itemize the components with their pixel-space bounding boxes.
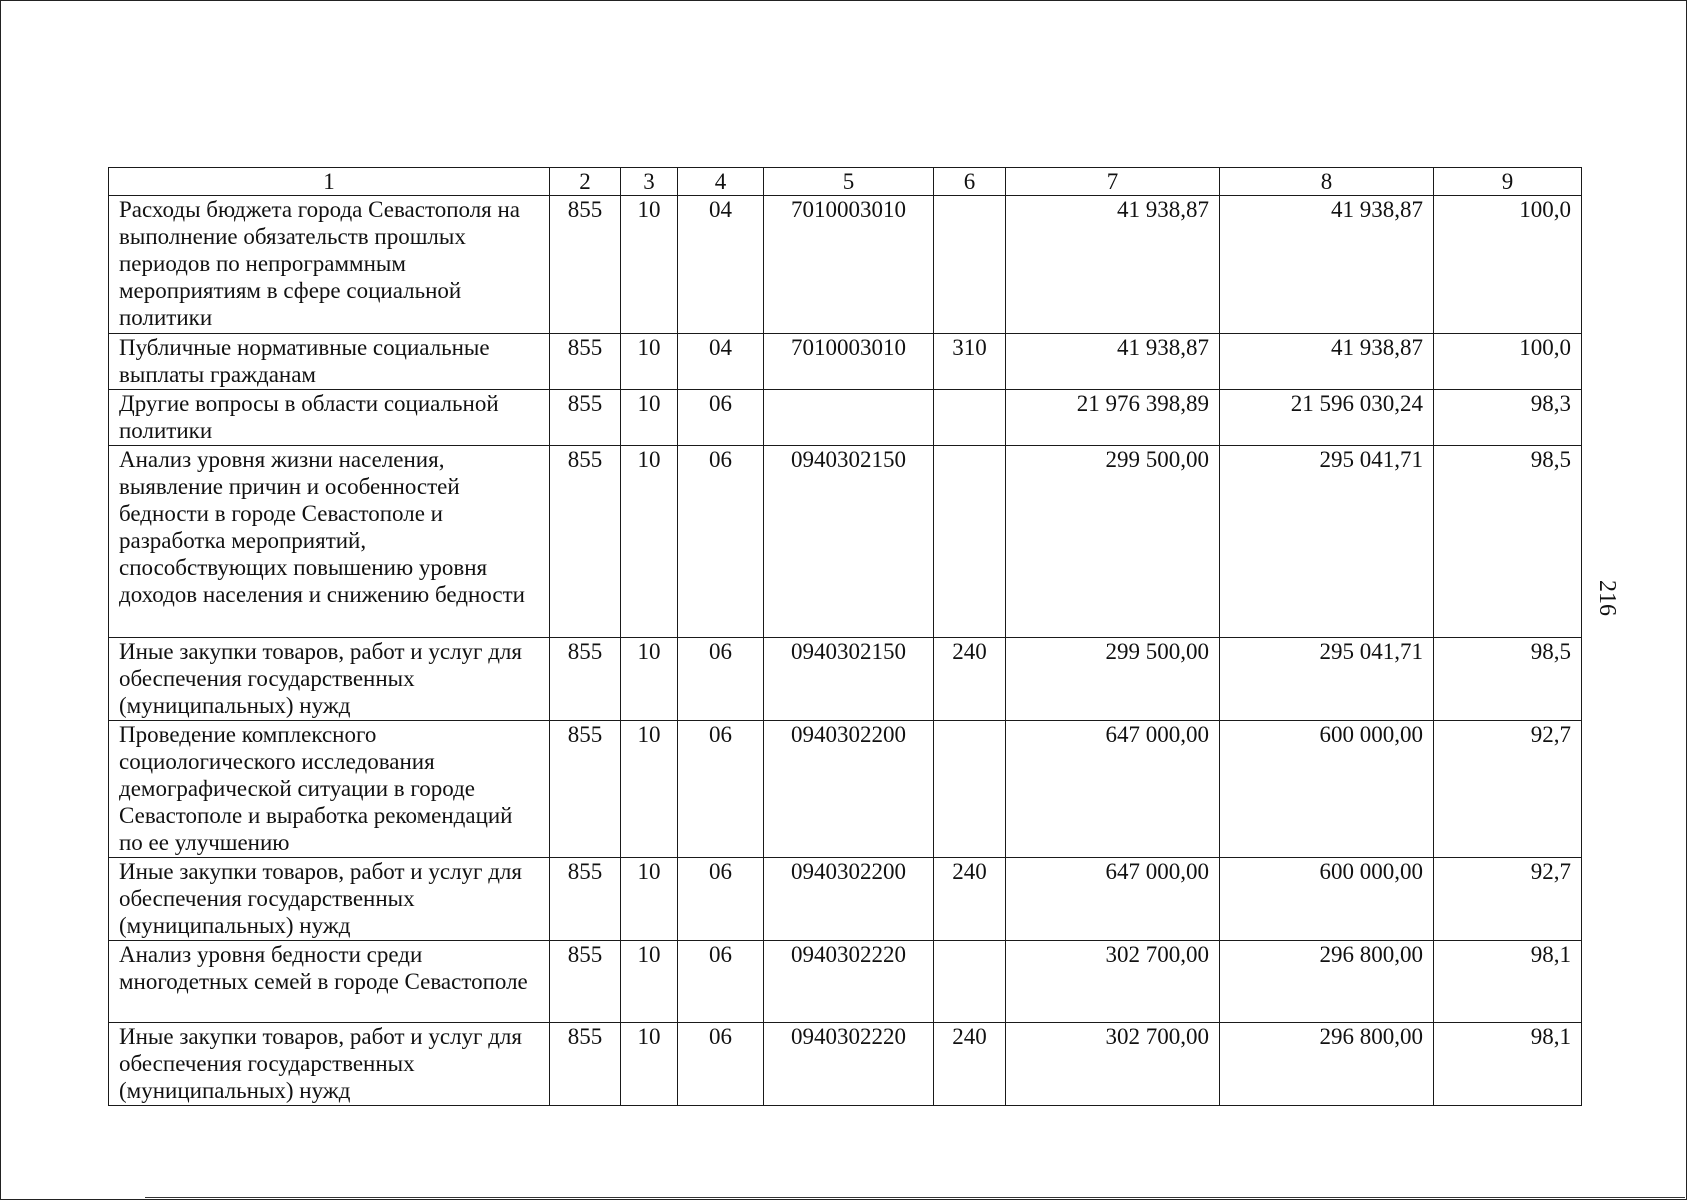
row-name: Иные закупки товаров, работ и услуг для обеспечения государственных (муниципальных) нужд [109, 638, 550, 721]
cell-target-article: 0940302200 [764, 721, 934, 858]
cell-percent: 92,7 [1434, 858, 1582, 941]
cell-section: 10 [621, 390, 678, 446]
cell-section: 10 [621, 721, 678, 858]
cell-expense-type [934, 446, 1006, 638]
cell-target-article [764, 390, 934, 446]
cell-subsection: 04 [678, 196, 764, 334]
cell-expense-type [934, 941, 1006, 1023]
cell-subsection: 06 [678, 1023, 764, 1106]
cell-executed-amount: 41 938,87 [1220, 196, 1434, 334]
cell-percent: 98,3 [1434, 390, 1582, 446]
row-name: Проведение комплексного социологического исследования демографической ситуации в городе Севастополе и выработка рекомендаций по ее улучшению [109, 721, 550, 858]
cell-ministry-code: 855 [550, 941, 621, 1023]
cell-ministry-code: 855 [550, 196, 621, 334]
cell-executed-amount: 21 596 030,24 [1220, 390, 1434, 446]
cell-subsection: 06 [678, 390, 764, 446]
cell-expense-type [934, 721, 1006, 858]
row-name: Другие вопросы в области социальной политики [109, 390, 550, 446]
page-number: 216 [1594, 580, 1620, 616]
table-row [109, 638, 1582, 721]
cell-planned-amount: 41 938,87 [1006, 334, 1220, 390]
table-row [109, 446, 1582, 638]
cell-section: 10 [621, 1023, 678, 1106]
cell-expense-type [934, 196, 1006, 334]
header-cell-6: 6 [934, 168, 1006, 196]
cell-percent: 100,0 [1434, 334, 1582, 390]
cell-percent: 92,7 [1434, 721, 1582, 858]
cell-section: 10 [621, 334, 678, 390]
cell-expense-type: 240 [934, 1023, 1006, 1106]
row-name: Анализ уровня бедности среди многодетных семей в городе Севастополе [109, 941, 550, 1023]
cell-planned-amount: 41 938,87 [1006, 196, 1220, 334]
header-cell-9: 9 [1434, 168, 1582, 196]
cell-section: 10 [621, 858, 678, 941]
cell-planned-amount: 647 000,00 [1006, 858, 1220, 941]
table-row [109, 721, 1582, 858]
cell-ministry-code: 855 [550, 1023, 621, 1106]
cell-percent: 98,5 [1434, 446, 1582, 638]
cell-expense-type [934, 390, 1006, 446]
cell-executed-amount: 296 800,00 [1220, 1023, 1434, 1106]
cell-target-article: 0940302200 [764, 858, 934, 941]
cell-percent: 98,1 [1434, 1023, 1582, 1106]
cell-section: 10 [621, 446, 678, 638]
row-name: Иные закупки товаров, работ и услуг для обеспечения государственных (муниципальных) нужд [109, 1023, 550, 1106]
cell-expense-type: 310 [934, 334, 1006, 390]
cell-ministry-code: 855 [550, 721, 621, 858]
table-row [109, 390, 1582, 446]
header-cell-4: 4 [678, 168, 764, 196]
table-row [109, 858, 1582, 941]
cell-target-article: 7010003010 [764, 196, 934, 334]
cell-subsection: 06 [678, 638, 764, 721]
cell-planned-amount: 647 000,00 [1006, 721, 1220, 858]
table-row [109, 334, 1582, 390]
cell-planned-amount: 21 976 398,89 [1006, 390, 1220, 446]
table-row [109, 196, 1582, 334]
row-name: Публичные нормативные социальные выплаты гражданам [109, 334, 550, 390]
cell-target-article: 0940302150 [764, 638, 934, 721]
cell-subsection: 06 [678, 721, 764, 858]
cell-percent: 98,5 [1434, 638, 1582, 721]
cell-ministry-code: 855 [550, 334, 621, 390]
cell-percent: 98,1 [1434, 941, 1582, 1023]
cell-target-article: 0940302220 [764, 1023, 934, 1106]
cell-subsection: 06 [678, 858, 764, 941]
cell-executed-amount: 600 000,00 [1220, 721, 1434, 858]
cell-planned-amount: 302 700,00 [1006, 1023, 1220, 1106]
header-cell-1: 1 [109, 168, 550, 196]
cell-target-article: 0940302150 [764, 446, 934, 638]
header-cell-7: 7 [1006, 168, 1220, 196]
header-cell-8: 8 [1220, 168, 1434, 196]
cell-expense-type: 240 [934, 638, 1006, 721]
cell-target-article: 0940302220 [764, 941, 934, 1023]
cell-ministry-code: 855 [550, 858, 621, 941]
cell-planned-amount: 299 500,00 [1006, 638, 1220, 721]
cell-target-article: 7010003010 [764, 334, 934, 390]
cell-subsection: 04 [678, 334, 764, 390]
cell-subsection: 06 [678, 446, 764, 638]
row-name: Иные закупки товаров, работ и услуг для обеспечения государственных (муниципальных) нужд [109, 858, 550, 941]
cell-subsection: 06 [678, 941, 764, 1023]
cell-planned-amount: 302 700,00 [1006, 941, 1220, 1023]
row-name: Анализ уровня жизни населения, выявление причин и особенностей бедности в городе Севастополе и разработка мероприятий, способствующих повышению уровня доходов населения и снижению бедности [109, 446, 550, 638]
cell-executed-amount: 296 800,00 [1220, 941, 1434, 1023]
cell-section: 10 [621, 941, 678, 1023]
cell-ministry-code: 855 [550, 390, 621, 446]
cell-ministry-code: 855 [550, 638, 621, 721]
header-cell-2: 2 [550, 168, 621, 196]
cell-section: 10 [621, 638, 678, 721]
cell-ministry-code: 855 [550, 446, 621, 638]
bottom-rule [145, 1197, 1685, 1198]
header-cell-5: 5 [764, 168, 934, 196]
cell-section: 10 [621, 196, 678, 334]
table-row [109, 941, 1582, 1023]
cell-executed-amount: 295 041,71 [1220, 638, 1434, 721]
budget-table [108, 167, 1582, 1106]
cell-executed-amount: 41 938,87 [1220, 334, 1434, 390]
cell-planned-amount: 299 500,00 [1006, 446, 1220, 638]
cell-executed-amount: 295 041,71 [1220, 446, 1434, 638]
header-row [109, 168, 1582, 196]
cell-expense-type: 240 [934, 858, 1006, 941]
header-cell-3: 3 [621, 168, 678, 196]
table-row [109, 1023, 1582, 1106]
cell-executed-amount: 600 000,00 [1220, 858, 1434, 941]
row-name: Расходы бюджета города Севастополя на выполнение обязательств прошлых периодов по непрограммным мероприятиям в сфере социальной политики [109, 196, 550, 334]
cell-percent: 100,0 [1434, 196, 1582, 334]
